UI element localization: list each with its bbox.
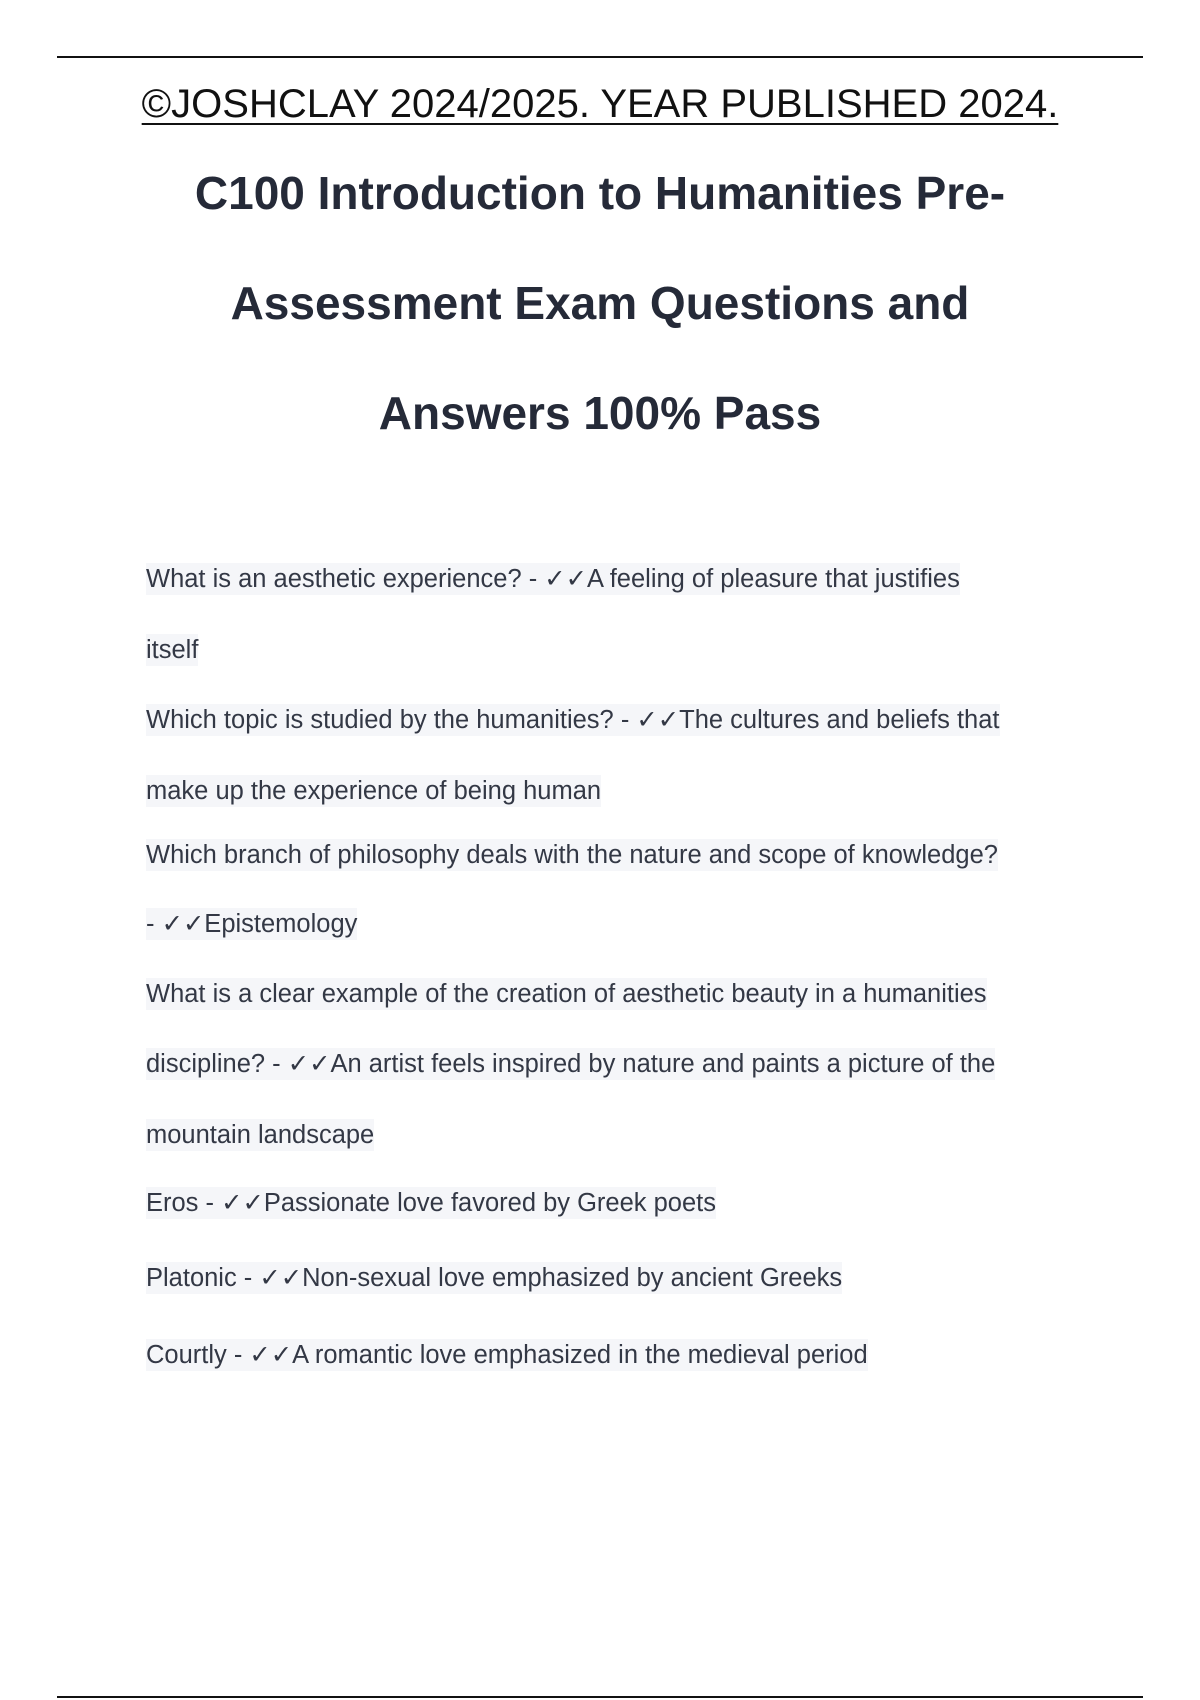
title-line: Answers 100% Pass — [378, 387, 822, 439]
title-line: Assessment Exam Questions and — [230, 277, 970, 329]
qa-line — [146, 837, 998, 873]
qa-line-text: What is a clear example of the creation of aesthetic beauty in a humanities — [146, 980, 987, 1008]
copyright-text: ©JOSHCLAY 2024/2025. YEAR PUBLISHED 2024. — [141, 82, 1059, 126]
qa-line — [146, 1046, 995, 1082]
qa-line-text: What is an aesthetic experience? - ✓✓A feeling of pleasure that justifies — [146, 565, 960, 593]
top-rule — [57, 56, 1143, 58]
qa-line — [146, 976, 987, 1012]
qa-line — [146, 1185, 716, 1221]
qa-line — [146, 561, 960, 597]
qa-line-text: Courtly - ✓✓A romantic love emphasized in the medieval period — [146, 1341, 868, 1369]
qa-line-text: make up the experience of being human — [146, 777, 602, 805]
bottom-rule — [57, 1696, 1143, 1698]
qa-line-text: - ✓✓Epistemology — [146, 910, 358, 938]
qa-line-text: discipline? - ✓✓An artist feels inspired by nature and paints a picture of the — [146, 1050, 996, 1078]
qa-line-text: mountain landscape — [146, 1121, 375, 1149]
document-title — [80, 138, 1120, 468]
qa-line-text: Which topic is studied by the humanities? - ✓✓The cultures and beliefs that — [146, 706, 1000, 734]
qa-line-text: Which branch of philosophy deals with the nature and scope of knowledge? — [146, 841, 998, 869]
qa-line — [146, 773, 601, 809]
qa-line — [146, 906, 357, 942]
qa-line — [146, 1337, 868, 1373]
copyright-header — [0, 76, 1200, 132]
qa-line — [146, 1260, 842, 1296]
qa-line — [146, 702, 1000, 738]
title-line: C100 Introduction to Humanities Pre- — [194, 167, 1006, 219]
qa-line-text: Eros - ✓✓Passionate love favored by Greek poets — [146, 1189, 717, 1217]
qa-line — [146, 1117, 374, 1153]
qa-line — [146, 632, 198, 668]
qa-line-text: Platonic - ✓✓Non-sexual love emphasized by ancient Greeks — [146, 1264, 843, 1292]
qa-line-text: itself — [146, 636, 199, 664]
